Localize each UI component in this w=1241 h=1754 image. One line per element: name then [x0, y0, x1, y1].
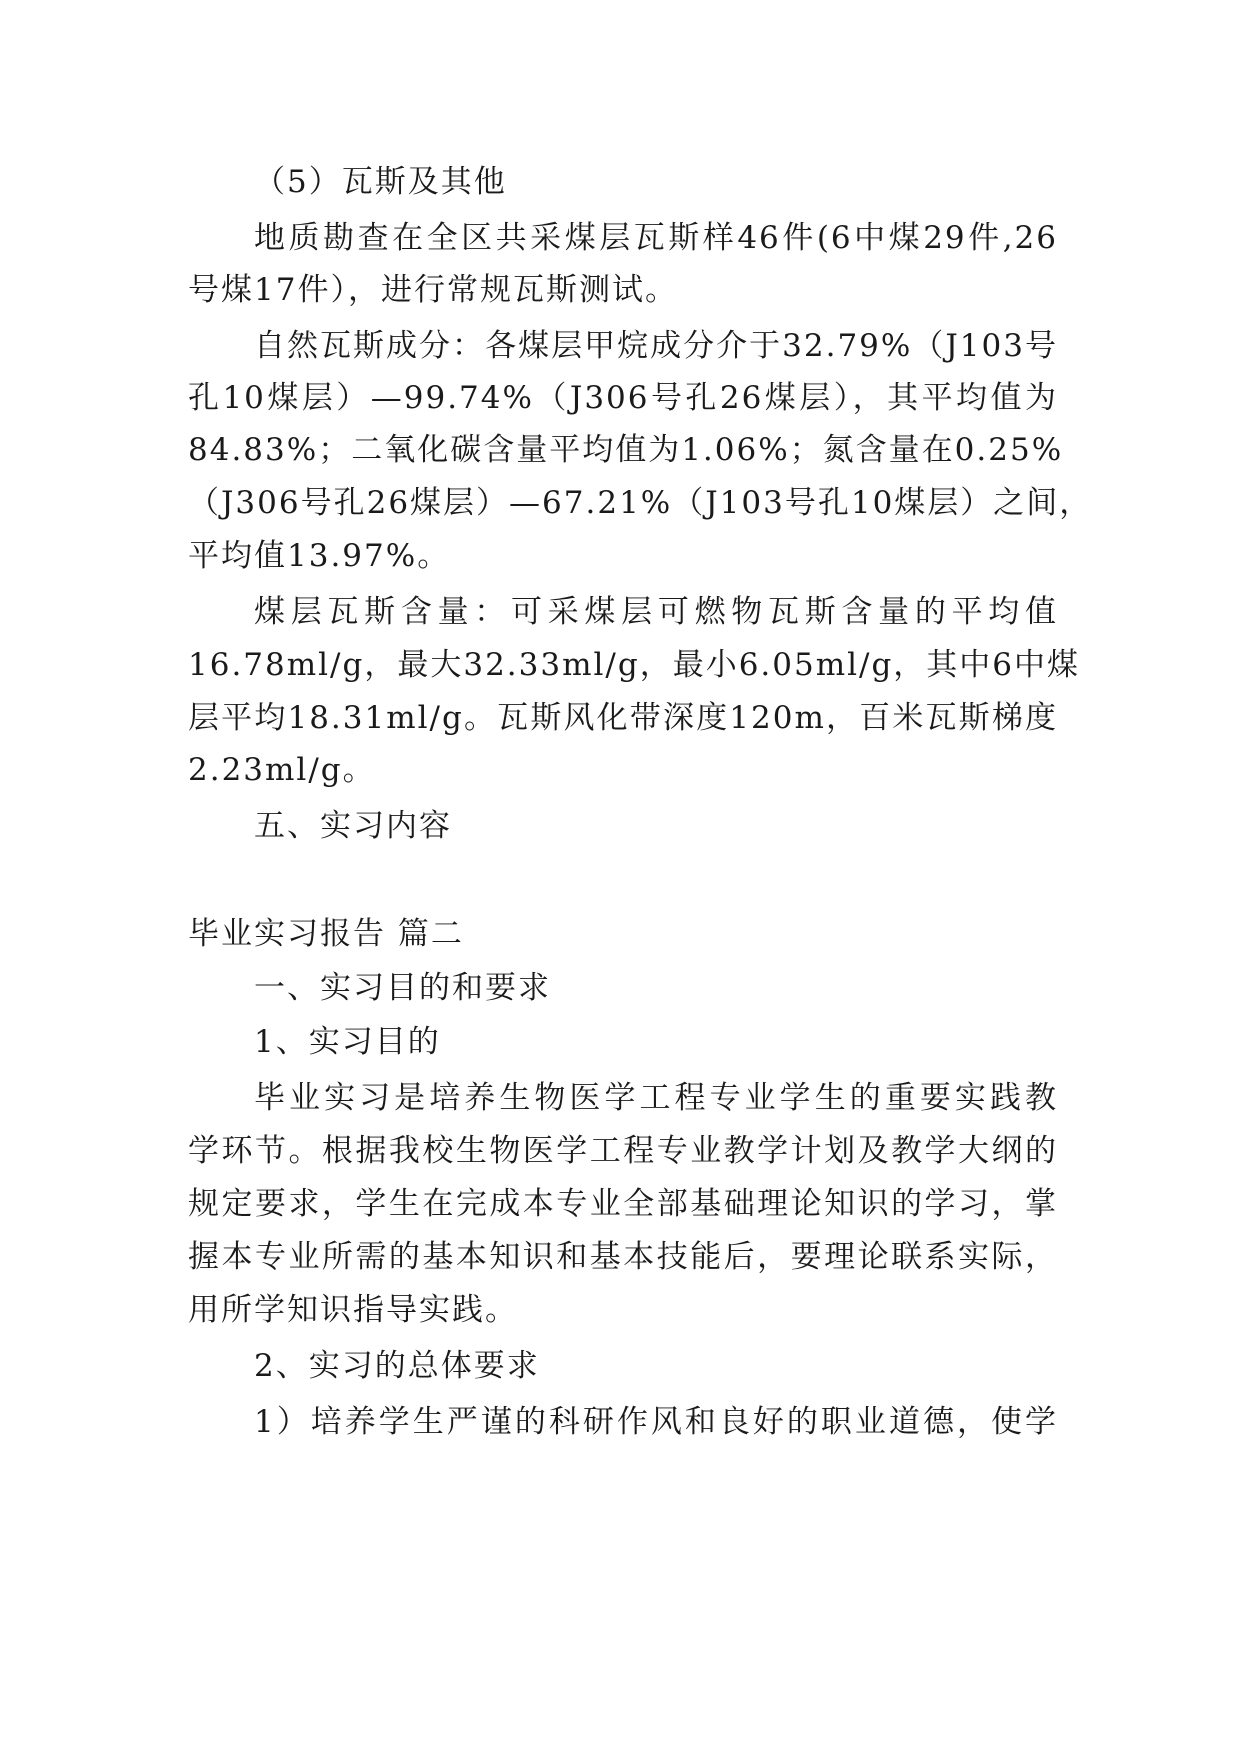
paragraph-line: 握本专业所需的基本知识和基本技能后，要理论联系实际，: [188, 1239, 1058, 1275]
paragraph-line: 号煤17件），进行常规瓦斯测试。: [188, 272, 678, 308]
subsection-heading-purpose: 1、实习目的: [254, 1024, 441, 1060]
paragraph-line: 84.83%；二氧化碳含量平均值为1.06%；氮含量在0.25%: [188, 432, 1064, 468]
paragraph-line: 地质勘查在全区共采煤层瓦斯样46件(6中煤29件,26: [254, 220, 1058, 256]
paragraph-line: （J306号孔26煤层）—67.21%（J103号孔10煤层）之间，: [188, 485, 1093, 521]
paragraph-line: 自然瓦斯成分：各煤层甲烷成分介于32.79%（J103号: [254, 328, 1058, 364]
paragraph-line: 2.23ml/g。: [188, 752, 376, 788]
paragraph-line: 平均值13.97%。: [188, 538, 451, 574]
paragraph-line: 学环节。根据我校生物医学工程专业教学计划及教学大纲的: [188, 1133, 1058, 1169]
paragraph-line: 毕业实习是培养生物医学工程专业学生的重要实践教: [254, 1080, 1058, 1116]
paragraph-line: 用所学知识指导实践。: [188, 1292, 518, 1328]
subsection-heading-general-requirements: 2、实习的总体要求: [254, 1348, 540, 1384]
section-heading-gas: （5）瓦斯及其他: [254, 164, 507, 200]
paragraph-line: 孔10煤层）—99.74%（J306号孔26煤层），其平均值为: [188, 380, 1058, 416]
paragraph-line: 16.78ml/g，最大32.33ml/g，最小6.05ml/g，其中6中煤: [188, 647, 1081, 683]
article-title: 毕业实习报告 篇二: [188, 916, 464, 952]
paragraph-line: 规定要求，学生在完成本专业全部基础理论知识的学习，掌: [188, 1186, 1058, 1222]
paragraph-line: 1）培养学生严谨的科研作风和良好的职业道德，使学: [254, 1404, 1058, 1440]
section-heading-purpose-requirements: 一、实习目的和要求: [254, 970, 551, 1006]
paragraph-line: 层平均18.31ml/g。瓦斯风化带深度120m，百米瓦斯梯度: [188, 700, 1058, 736]
section-heading-internship-content: 五、实习内容: [254, 808, 452, 844]
paragraph-line: 煤层瓦斯含量：可采煤层可燃物瓦斯含量的平均值: [254, 594, 1058, 630]
